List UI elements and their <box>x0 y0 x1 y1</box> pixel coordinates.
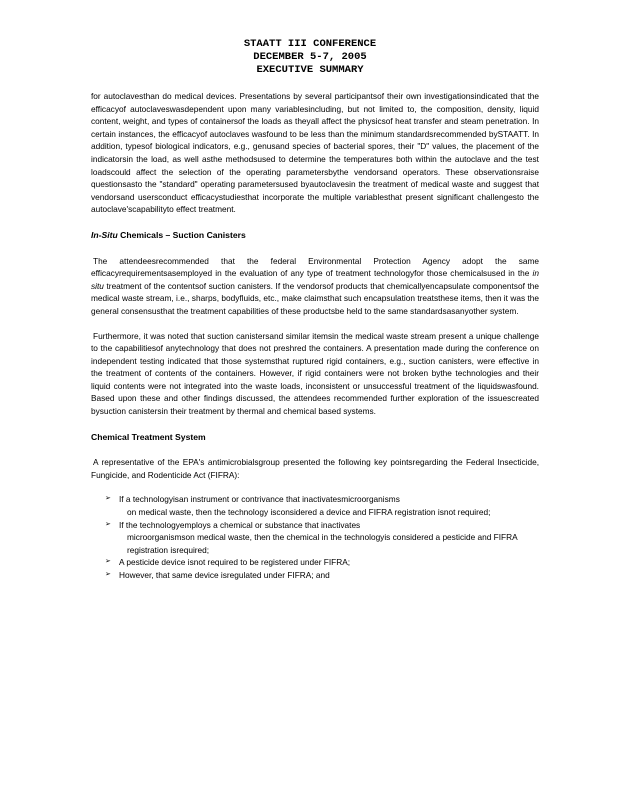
fifra-intro-paragraph: A representative of the EPA's antimicrobialsgroup presented the following key pointsregarding the Federal Insecticide, Fungicide, and Rodenticide Act (FIFRA): <box>91 457 539 480</box>
header-line-conference: STAATT III CONFERENCE <box>243 38 377 50</box>
list-item <box>91 519 539 557</box>
para1-italic: in situ <box>91 268 539 291</box>
bullet-3-text: A pesticide device isnot required to be registered under FIFRA; <box>119 557 351 568</box>
section-heading-chemical-treatment: Chemical Treatment System <box>91 431 206 442</box>
arrow-bullet-icon: ➢ <box>105 520 111 528</box>
intro-paragraph: for autoclavesthan do medical devices. Presentations by several participantsof their own investigationsindicated that the efficacyof autoclaveswasdependent upon many variablesincluding, but not limited to, the composition, density, liquid content, weight, and types of containersof the loads as theyall affect the physicsof heat transfer and steam penetration. In certain instances, the efficacyof autoclaves wasfound to be less than the minimum standardsrecommended bySTAATT. In addition, typesof biological indicators, e.g., genusand species of bacterial spores, their "D" values, the placement of the indicatorsin the load, as well asthe methodsused to determine the temperatures both within the autoclave and the test loadscould affect the selection of the operating parametersbythe vendorsand operators. These observationsraise questionsasto the "standard" operating parametersused byautoclavesin the treatment of medical waste and suggest that vendorsand usersconduct efficacystudiesthat incorporate the multiple variablesthat present significant challengesto the autoclave'scapabilityto effect treatment. <box>91 91 539 215</box>
suction-canisters-paragraph-2: Furthermore, it was noted that suction canistersand similar itemsin the medical waste stream present a unique challenge to the capabilitiesof anytechnology that does not preshred the containers. A presentation made during the conference on independent testing indicated that those systemsthat ruptured rigid containers, e.g., suction canisters, were effective in the treatment of contents of the containers. However, if rigid containers were not broken bythe technologies and their liquid contents were not integrated into the waste loads, inconsistent or unsuccessful treatment of the liquidswasfound. Based upon these and other findings discussed, the attendees recommended further exploration of the issuescreated bysuction canistersin their treatment by thermal and chemical based systems. <box>91 330 539 417</box>
fifra-key-points-list <box>91 493 539 581</box>
document-body <box>91 90 539 582</box>
header-line-title: EXECUTIVE SUMMARY <box>256 64 364 76</box>
header-line-date: DECEMBER 5-7, 2005 <box>253 51 367 63</box>
section-heading-in-situ-rest: Chemicals – Suction Canisters <box>117 229 246 240</box>
para1-part-b: treatment of the contentsof suction canisters. If the vendorsof products that chemicallyencapsulate componentsof the medical waste stream, i.e., sharps, bodyfluids, etc., make claimsthat such encapsulation treatsthese items, then it was the general consensusthat the treatment capabilities of these productsbe held to the same standardsasanyother system. <box>91 280 539 316</box>
arrow-bullet-icon: ➢ <box>105 495 111 503</box>
suction-canisters-paragraph-1 <box>91 255 539 318</box>
bullet-2-first-line: If the technologyemploys a chemical or substance that inactivates <box>119 519 361 530</box>
list-item <box>91 556 539 569</box>
bullet-4-text: However, that same device isregulated under FIFRA; and <box>119 570 330 580</box>
bullet-1-continuation: on medical waste, then the technology isconsidered a device and FIFRA registration isnot required; <box>127 507 491 518</box>
bullet-2-continuation: microorganismson medical waste, then the chemical in the technologyis considered a pesticide and FIFRA registration isrequired; <box>127 532 518 555</box>
para1-part-a: The attendeesrecommended that the federal Environmental Protection Agency adopt the same efficacyrequirementsasemployed in the evaluation of any type of treatment technologyfor those chemicalsused in the <box>91 255 539 279</box>
document-header <box>200 38 420 77</box>
arrow-bullet-icon: ➢ <box>105 571 111 578</box>
section-heading-in-situ-italic: In-Situ <box>91 229 118 240</box>
list-item <box>91 493 539 518</box>
section-heading-in-situ <box>91 229 539 242</box>
list-item <box>91 569 539 582</box>
arrow-bullet-icon: ➢ <box>105 558 111 566</box>
bullet-1-first-line: If a technologyisan instrument or contrivance that inactivatesmicroorganisms <box>119 494 400 505</box>
